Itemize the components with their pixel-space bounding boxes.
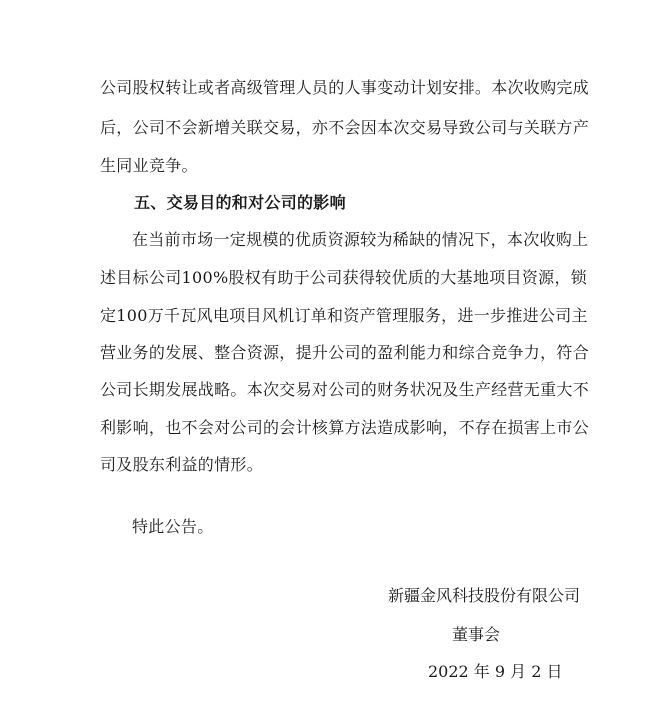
- signature-board: 董事会: [452, 625, 501, 644]
- paragraph-line: 利影响，也不会对公司的会计核算方法造成影响，不存在损害上市公: [100, 418, 590, 437]
- paragraph-line: 公司长期发展战略。本次交易对公司的财务状况及生产经营无重大不: [100, 380, 590, 399]
- signature-date: 2022 年 9 月 2 日: [428, 662, 563, 681]
- section-heading: 五、交易目的和对公司的影响: [134, 193, 346, 212]
- signature-company: 新疆金风科技股份有限公司: [388, 586, 581, 605]
- paragraph-line: 司及股东利益的情形。: [100, 455, 264, 474]
- paragraph-line: 营业务的发展、整合资源，提升公司的盈利能力和综合竞争力，符合: [100, 343, 590, 362]
- paragraph-line: 定100万千瓦风电项目风机订单和资产管理服务，进一步推进公司主: [100, 306, 588, 325]
- closing-text: 特此公告。: [132, 517, 214, 536]
- paragraph-line: 在当前市场一定规模的优质资源较为稀缺的情况下，本次收购上: [132, 230, 589, 249]
- paragraph-line: 后，公司不会新增关联交易，亦不会因本次交易导致公司与关联方产: [100, 118, 590, 137]
- paragraph-line: 生同业竞争。: [100, 156, 198, 175]
- paragraph-line: 公司股权转让或者高级管理人员的人事变动计划安排。本次收购完成: [100, 78, 590, 97]
- paragraph-line: 述目标公司100%股权有助于公司获得较优质的大基地项目资源，锁: [100, 268, 588, 287]
